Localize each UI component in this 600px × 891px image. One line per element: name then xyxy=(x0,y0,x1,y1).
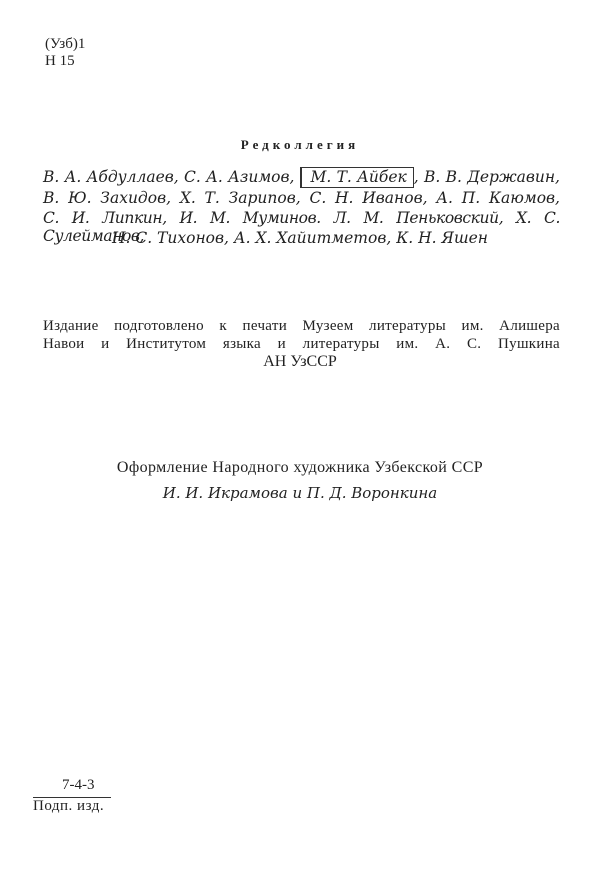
editorial-board-line-2: В. Ю. Захидов, Х. Т. Зарипов, С. Н. Иванов, А. П. Каюмов, xyxy=(43,189,560,207)
footer-code: 7-4-3 xyxy=(62,777,95,793)
footer-note: Подп. изд. xyxy=(33,798,105,814)
editorial-board-line-3: С. И. Липкин, И. М. Муминов. Л. М. Пеньковский, Х. С. Сулейманов, xyxy=(43,209,560,245)
publication-note-line-2: Навои и Институтом языка и литературы им. А. С. Пушкина xyxy=(43,336,560,352)
author-mark: Н 15 xyxy=(45,53,75,69)
names-before: В. А. Абдуллаев, С. А. Азимов, xyxy=(43,168,295,186)
publication-note-line-3: АН УзССР xyxy=(263,353,337,370)
editorial-board-title: Редколлегия xyxy=(240,137,360,152)
design-credit-line-1: Оформление Народного художника Узбекской ССР xyxy=(116,459,484,476)
editorial-board-line-4: Н. С. Тихонов, А. Х. Хайитметов, К. Н. Яшен xyxy=(111,229,489,247)
design-credit-line-2: И. И. Икрамова и П. Д. Воронкина xyxy=(162,484,438,502)
editorial-board-line-1 xyxy=(43,168,560,186)
boxed-name: М. Т. Айбек xyxy=(300,167,413,188)
names-after: , В. В. Державин, xyxy=(413,168,560,186)
classification-code: (Узб)1 xyxy=(45,36,86,52)
publication-note-line-1: Издание подготовлено к печати Музеем литературы им. Алишера xyxy=(43,318,560,334)
